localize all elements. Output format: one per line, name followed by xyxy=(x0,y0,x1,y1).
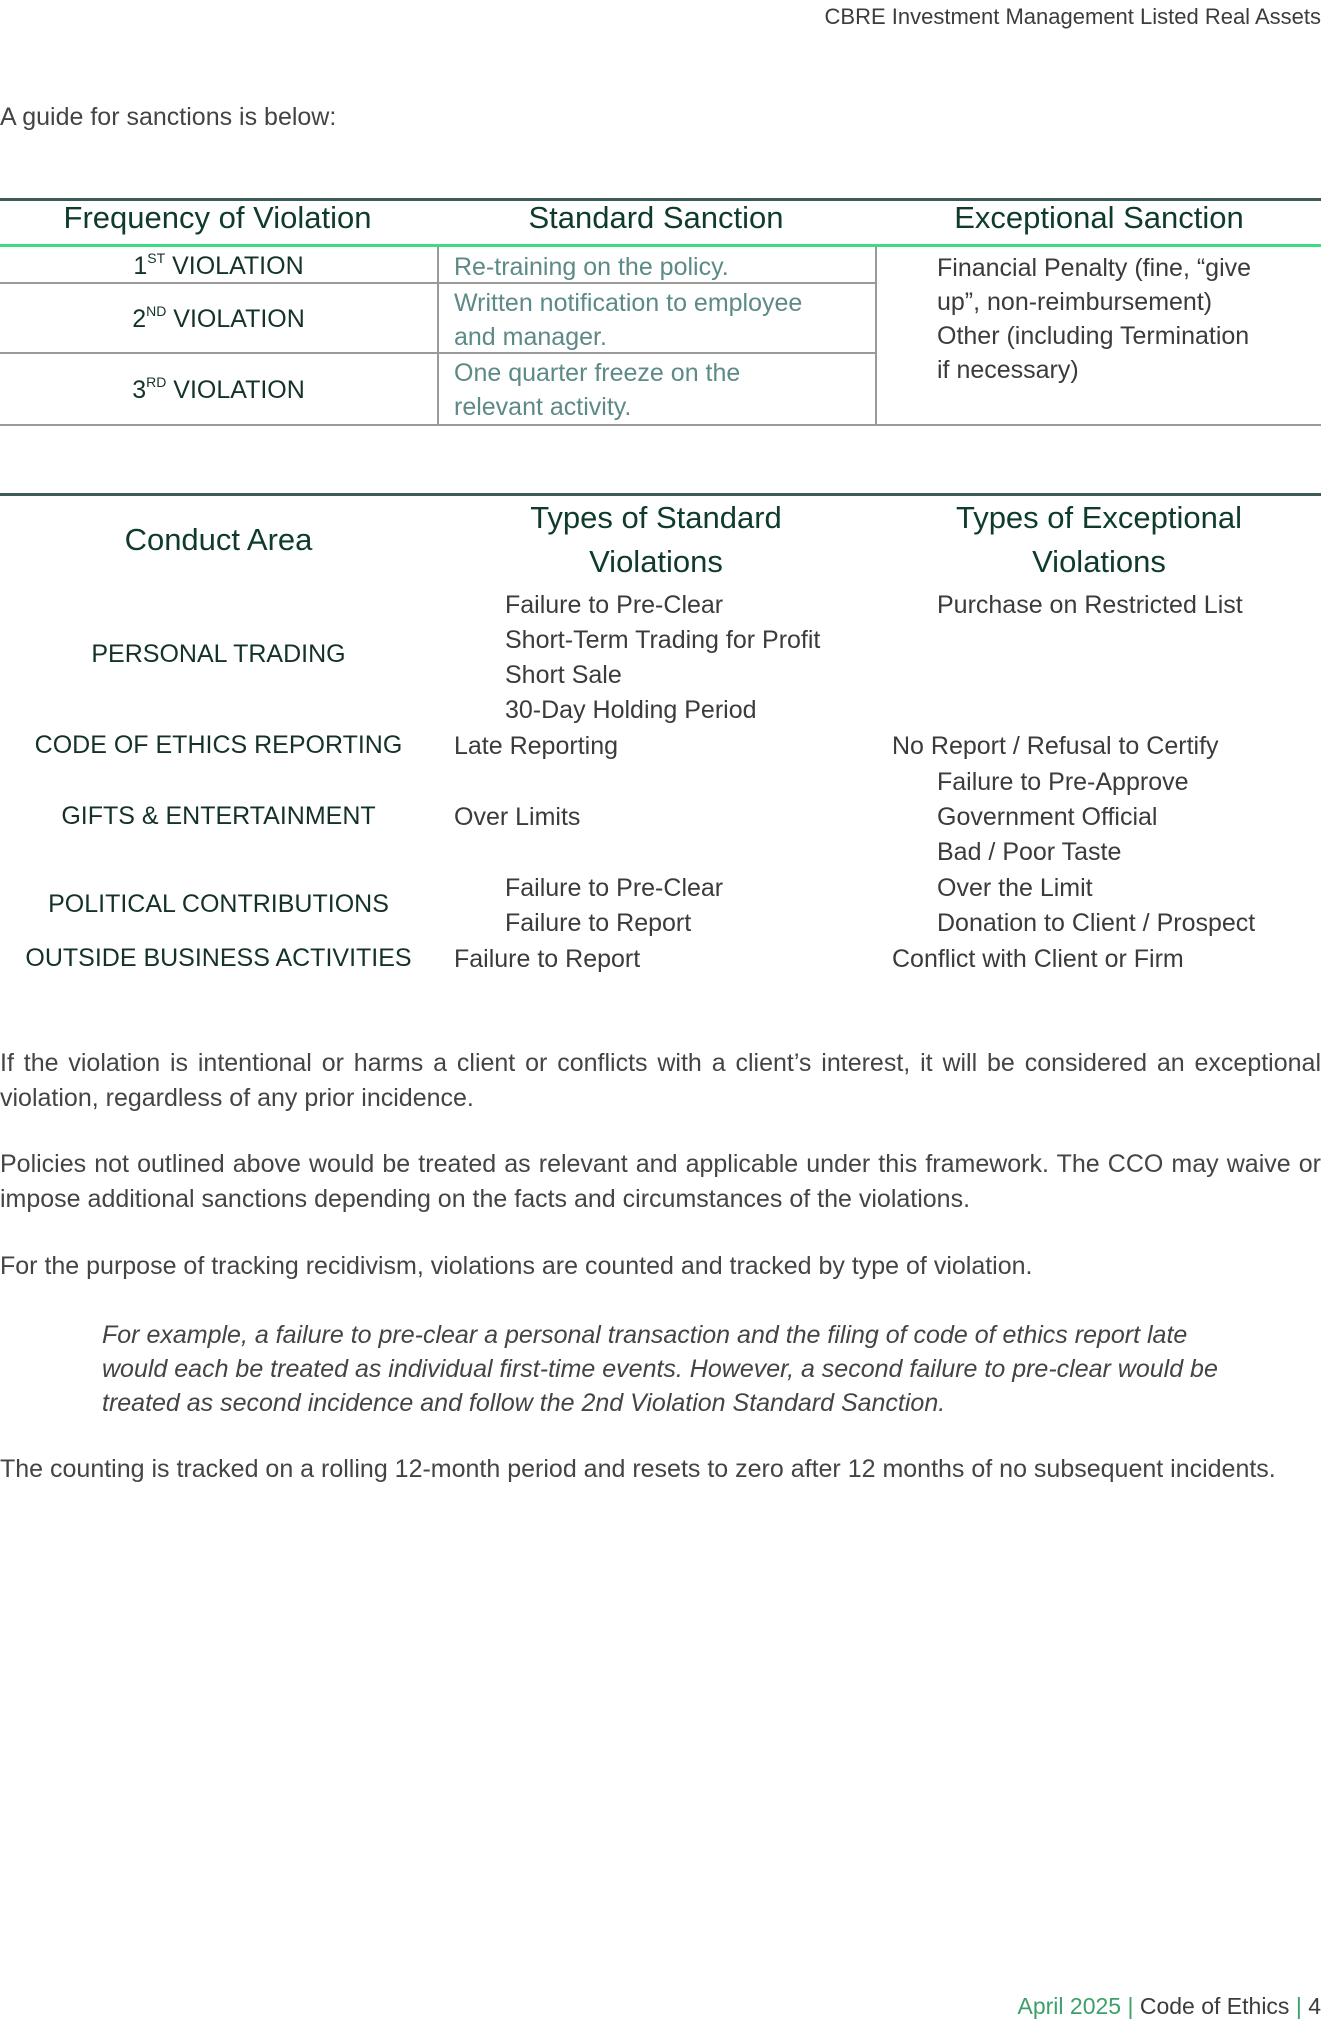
paragraph-recidivism: For the purpose of tracking recidivism, violations are counted and tracked by type of violation. xyxy=(0,1249,1321,1284)
footer-document-name: Code of Ethics xyxy=(1140,1993,1290,2019)
exceptional-sanction-cell: Financial Penalty (fine, “give up”, non-reimbursement) Other (including Termination if necessary) xyxy=(937,251,1321,387)
col-header-conduct-area: Conduct Area xyxy=(0,518,437,562)
col-header-exceptional-violations: Types of Exceptional Violations xyxy=(877,496,1321,584)
conduct-area-outside-business: OUTSIDE BUSINESS ACTIVITIES xyxy=(0,944,437,973)
paragraph-exceptional-violation: If the violation is intentional or harms a client or conflicts with a client’s interest, it will be considered an exceptional violation, regardless of any prior incidence. xyxy=(0,1046,1321,1116)
standard-sanction-3rd: One quarter freeze on the relevant activity. xyxy=(454,356,874,424)
document-header: CBRE Investment Management Listed Real Assets xyxy=(825,4,1321,30)
frequency-3rd: 3RD VIOLATION xyxy=(0,376,437,405)
footer-separator: | xyxy=(1121,1993,1140,2019)
footer-date: April 2025 xyxy=(1018,1993,1122,2019)
frequency-2nd: 2ND VIOLATION xyxy=(0,305,437,334)
example-paragraph: For example, a failure to pre-clear a personal transaction and the filing of code of ethics report late would each be treated as individual first-time events. However, a second failure to pre-clear would be treated as second incidence and follow the 2nd Violation Standard Sanction. xyxy=(102,1318,1222,1420)
col-header-standard-violations: Types of Standard Violations xyxy=(437,496,875,584)
conduct-area-coe-reporting: CODE OF ETHICS REPORTING xyxy=(0,731,437,760)
exceptional-violations-political-contributions: Over the Limit Donation to Client / Prospect xyxy=(937,871,1321,941)
conduct-area-gifts-entertainment: GIFTS & ENTERTAINMENT xyxy=(0,802,437,831)
exceptional-violations-outside-business: Conflict with Client or Firm xyxy=(892,942,1321,977)
footer-separator: | xyxy=(1289,1993,1308,2019)
paragraph-rolling-period: The counting is tracked on a rolling 12-month period and resets to zero after 12 months of no subsequent incidents. xyxy=(0,1452,1321,1487)
standard-violations-gifts-entertainment: Over Limits xyxy=(454,800,864,835)
standard-violations-political-contributions: Failure to Pre-Clear Failure to Report xyxy=(505,871,865,941)
exceptional-violations-personal-trading: Purchase on Restricted List xyxy=(937,588,1321,623)
page-footer xyxy=(1018,1993,1321,2020)
column-divider xyxy=(437,247,439,426)
standard-violations-outside-business: Failure to Report xyxy=(454,942,864,977)
col-header-standard-sanction: Standard Sanction xyxy=(437,200,875,236)
exceptional-violations-gifts-entertainment: Failure to Pre-Approve Government Official Bad / Poor Taste xyxy=(937,765,1321,870)
col-header-exceptional-sanction: Exceptional Sanction xyxy=(877,200,1321,236)
intro-text: A guide for sanctions is below: xyxy=(0,103,336,132)
standard-sanction-2nd: Written notification to employee and manager. xyxy=(454,286,874,354)
column-divider xyxy=(875,247,877,426)
conduct-area-personal-trading: PERSONAL TRADING xyxy=(0,640,437,669)
paragraph-framework: Policies not outlined above would be treated as relevant and applicable under this framework. The CCO may waive or impose additional sanctions depending on the facts and circumstances of the violations. xyxy=(0,1147,1321,1217)
frequency-1st: 1ST VIOLATION xyxy=(0,252,437,281)
conduct-area-political-contributions: POLITICAL CONTRIBUTIONS xyxy=(0,890,437,919)
standard-sanction-1st: Re-training on the policy. xyxy=(454,250,874,284)
standard-violations-personal-trading: Failure to Pre-Clear Short-Term Trading for Profit Short Sale 30-Day Holding Period xyxy=(505,588,865,728)
header-accent-rule xyxy=(0,244,1321,247)
col-header-frequency: Frequency of Violation xyxy=(0,200,435,236)
standard-violations-coe-reporting: Late Reporting xyxy=(454,729,864,764)
exceptional-violations-coe-reporting: No Report / Refusal to Certify xyxy=(892,729,1321,764)
table-bottom-rule xyxy=(0,424,1321,426)
page-number: 4 xyxy=(1308,1993,1321,2019)
